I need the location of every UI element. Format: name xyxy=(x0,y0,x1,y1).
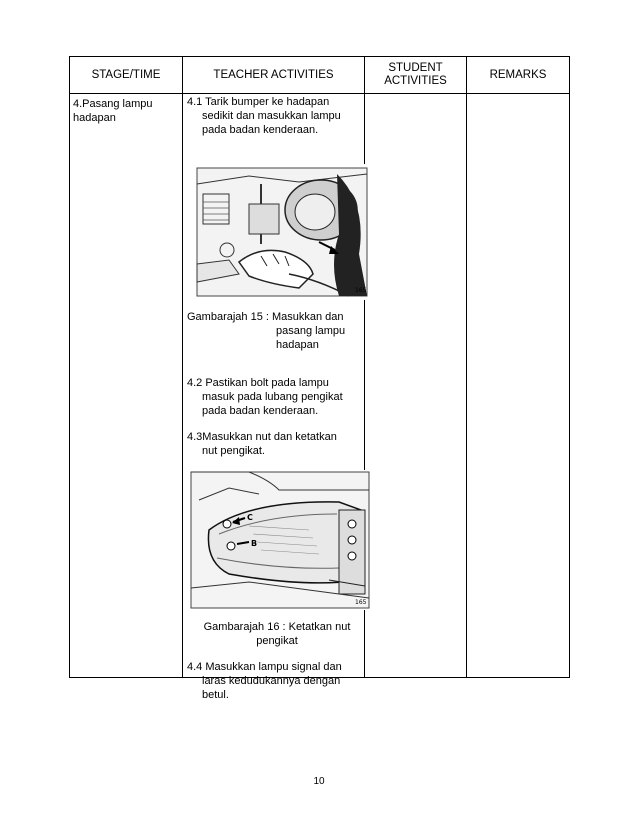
step-4-2-line2: masuk pada lubang pengikat xyxy=(202,391,343,403)
header-student-line2: ACTIVITIES xyxy=(384,75,447,87)
step-4-2-line3: pada badan kenderaan. xyxy=(202,405,319,417)
figure-15-caption-line2: pasang lampu xyxy=(276,325,346,337)
step-4-1 xyxy=(187,95,363,137)
figure-16-caption-line2: pengikat xyxy=(256,635,298,647)
figure-15-caption xyxy=(187,310,365,352)
header-remarks: REMARKS xyxy=(467,57,570,94)
stage-line2: hadapan xyxy=(73,112,116,124)
remarks-cell xyxy=(467,94,570,678)
figure-15-headlamp-install xyxy=(189,164,371,300)
figure-16-label-c: C xyxy=(247,513,253,522)
table-header-row xyxy=(70,57,570,94)
figure-16-caption xyxy=(191,620,363,648)
tighten-nut-illustration xyxy=(189,470,371,610)
step-4-2 xyxy=(187,376,363,418)
teacher-activities-cell xyxy=(183,94,367,701)
step-4-1-line3: pada badan kenderaan. xyxy=(202,124,319,136)
table-row xyxy=(70,94,570,678)
student-activities-cell xyxy=(365,94,467,678)
step-4-4-line3: betul. xyxy=(202,689,229,701)
step-4-4 xyxy=(187,660,363,702)
stage-cell xyxy=(70,94,183,678)
figure-16-label-b: B xyxy=(251,539,258,548)
step-4-2-line1: 4.2 Pastikan bolt pada lampu xyxy=(187,377,329,389)
figure-15-caption-line1: Gambarajah 15 : Masukkan dan xyxy=(187,311,344,323)
step-4-4-line2: laras kedudukannya dengan xyxy=(202,675,341,687)
lesson-plan-table xyxy=(69,56,570,701)
step-4-1-line2: sedikit dan masukkan lampu xyxy=(202,110,341,122)
stage-line1: 4.Pasang lampu xyxy=(73,98,153,110)
figure-15-number: 165 xyxy=(355,287,367,294)
header-teacher-activities: TEACHER ACTIVITIES xyxy=(183,57,365,94)
step-4-4-line1: 4.4 Masukkan lampu signal dan xyxy=(187,661,342,673)
figure-16-caption-line1: Gambarajah 16 : Ketatkan nut xyxy=(203,621,351,633)
headlamp-install-illustration xyxy=(189,164,371,300)
step-4-3-line1: 4.3Masukkan nut dan ketatkan xyxy=(187,431,337,443)
step-4-3 xyxy=(187,430,363,458)
figure-16-number: 165 xyxy=(355,599,367,606)
figure-16-tighten-nut xyxy=(189,470,371,610)
step-4-3-line2: nut pengikat. xyxy=(202,445,265,457)
step-4-1-line1: 4.1 Tarik bumper ke hadapan xyxy=(187,96,330,108)
page-number: 10 xyxy=(313,776,325,787)
header-student-line1: STUDENT xyxy=(388,62,443,74)
header-student-activities xyxy=(365,57,467,94)
header-stage-time: STAGE/TIME xyxy=(70,57,183,94)
figure-15-caption-line3: hadapan xyxy=(276,339,319,351)
